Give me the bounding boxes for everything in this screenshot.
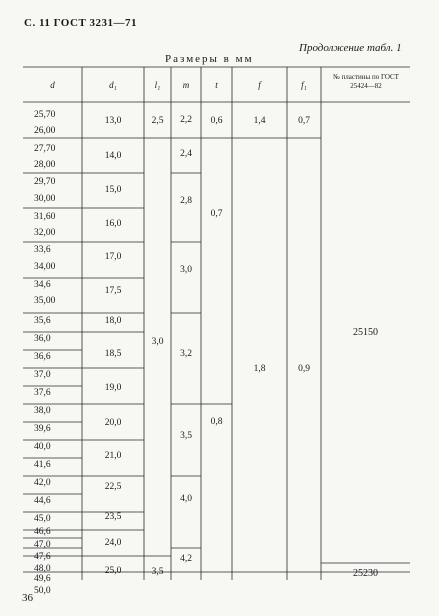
col-header-d1: d₁ [109,80,117,90]
l1-value: 3,0 [151,337,164,347]
t-value: 0,7 [210,209,223,219]
d-value: 42,0 [34,478,51,488]
d-value: 25,70 [34,110,56,120]
f1-value: 0,9 [298,364,310,374]
d1-value: 23,5 [104,512,122,522]
col-header-d: d [50,80,55,90]
d-value: 33,6 [34,245,51,255]
col-header-plate-number: № пластины по ГОСТ 25424—82 [333,73,399,90]
page-number: 36 [22,592,33,604]
d1-value: 22,5 [104,482,122,492]
dimensions-caption: Размеры в мм [165,53,254,65]
d-value: 34,00 [34,262,56,272]
m-value: 3,0 [180,265,192,275]
d-value: 36,6 [34,352,51,362]
d-value: 48,0 [34,564,51,574]
d-value: 45,0 [34,514,51,524]
plate-number-value: 25230 [353,568,378,579]
d1-value: 19,0 [104,383,122,393]
d-value: 35,00 [34,296,56,306]
d-value: 40,0 [34,442,51,452]
d-value: 36,0 [34,334,51,344]
d-value: 29,70 [34,177,56,187]
d-value: 47,0 [34,540,51,550]
f-value: 1,8 [253,364,266,374]
t-value: 0,6 [210,116,223,126]
d-value: 37,0 [34,370,51,380]
page-header: С. 11 ГОСТ 3231—71 [24,17,138,29]
d-value: 35,6 [34,316,51,326]
l1-value: 2,5 [151,116,164,126]
d-value: 44,6 [34,496,51,506]
m-value: 3,2 [180,349,192,359]
d-value: 32,00 [34,228,56,238]
d-value: 30,00 [34,194,56,204]
m-value: 4,2 [180,554,192,564]
m-value: 2,4 [180,149,192,159]
d-value: 41,6 [34,460,51,470]
d-value: 37,6 [34,388,51,398]
d1-value: 18,5 [104,349,122,359]
d1-value: 20,0 [104,418,122,428]
f1-value: 0,7 [298,116,310,126]
m-value: 3,5 [180,431,192,441]
d1-value: 17,5 [104,286,122,296]
col-header-f: f [258,80,261,90]
t-value: 0,8 [210,417,223,427]
d-value: 46,6 [34,527,51,537]
d-value: 31,60 [34,212,56,222]
col-header-t: t [215,80,218,90]
d-value: 34,6 [34,280,51,290]
m-value: 2,2 [180,115,192,125]
d-value: 38,0 [34,406,51,416]
d1-value: 25,0 [104,566,122,576]
l1-value: 3,5 [151,567,164,577]
d1-value: 14,0 [104,151,122,161]
col-header-f1: f₁ [301,80,307,90]
m-value: 4,0 [180,494,192,504]
d-value: 49,6 [34,574,51,584]
col-header-m: m [182,80,190,90]
d-value: 50,0 [34,586,51,596]
d-value: 27,70 [34,144,56,154]
d1-value: 18,0 [104,316,122,326]
d1-value: 15,0 [104,185,122,195]
d1-value: 24,0 [104,538,122,548]
continuation-label: Продолжение табл. 1 [299,42,402,54]
d-value: 26,00 [34,126,56,136]
d1-value: 21,0 [104,451,122,461]
d1-value: 16,0 [104,219,122,229]
d1-value: 17,0 [104,252,122,262]
f-value: 1,4 [253,116,266,126]
d-value: 39,6 [34,424,51,434]
col-header-l1: l₁ [154,80,161,90]
d-value: 47,6 [34,552,51,562]
m-value: 2,8 [180,196,192,206]
plate-number-value: 25150 [353,327,378,338]
d-value: 28,00 [34,160,56,170]
d1-value: 13,0 [104,116,122,126]
